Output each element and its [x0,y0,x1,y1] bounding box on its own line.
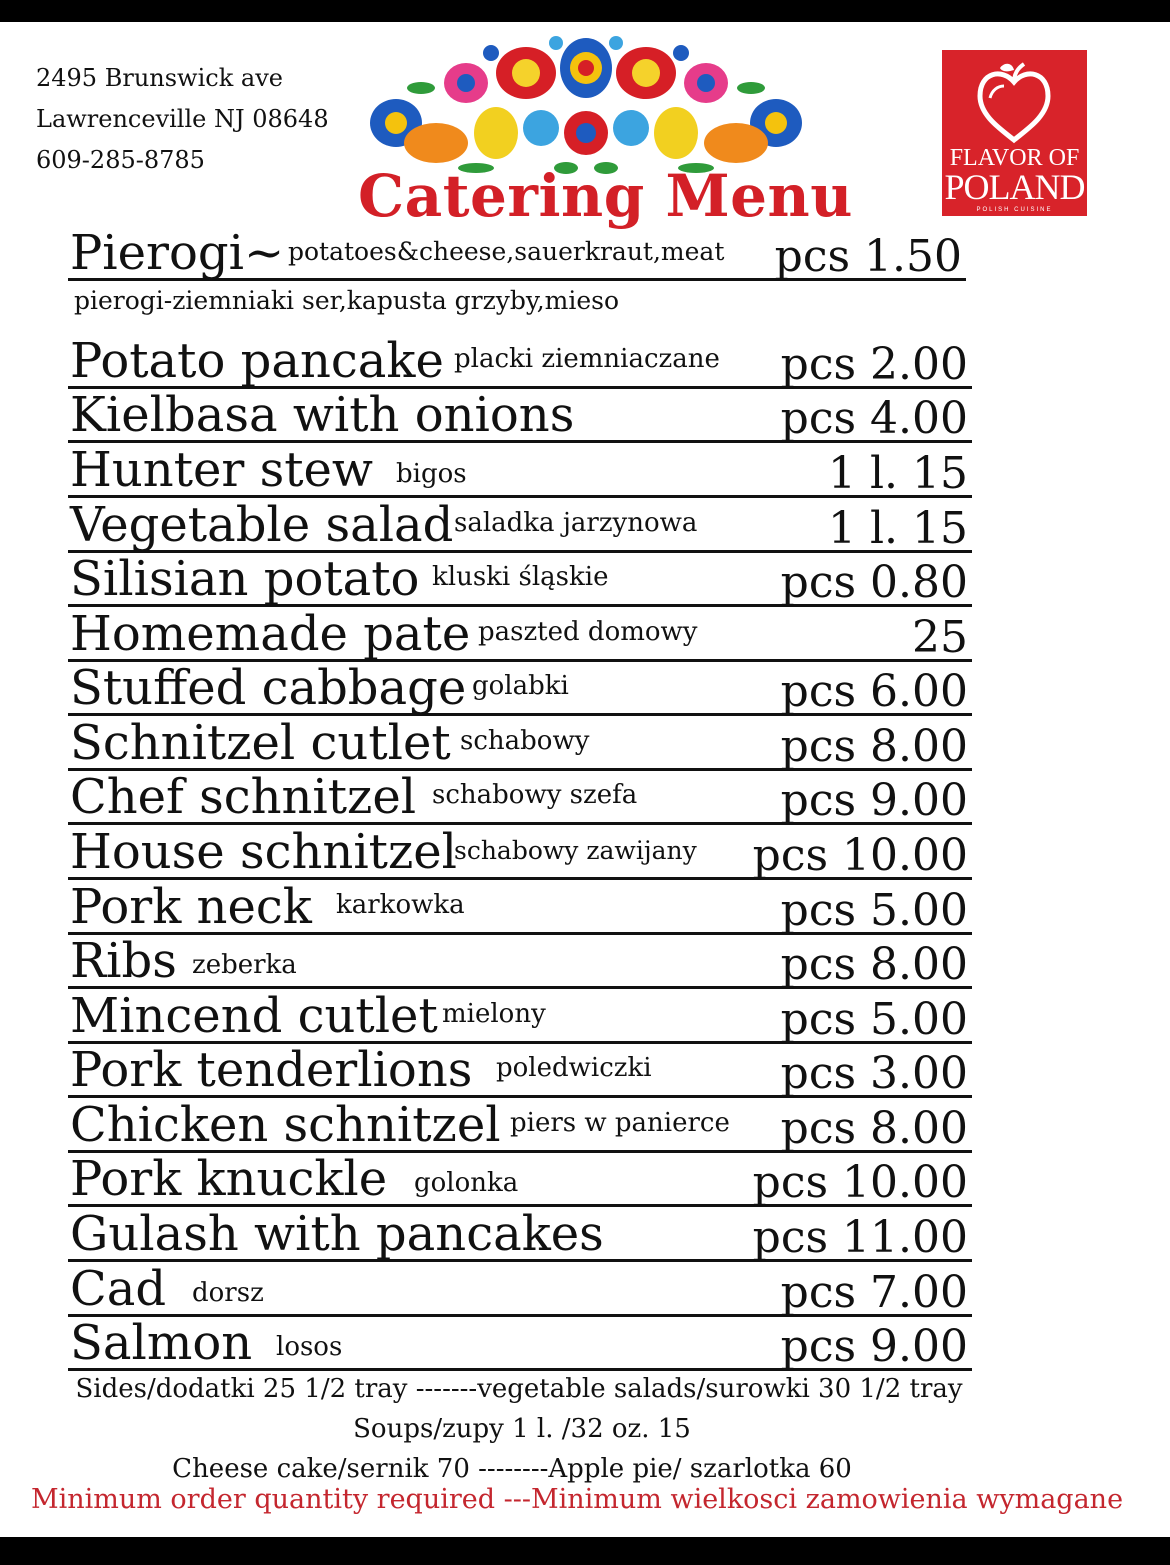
item-price: pcs 6.00 [780,666,968,717]
item-price: pcs 11.00 [752,1212,968,1263]
item-polish-name: bigos [396,459,467,489]
menu-item [68,442,972,499]
menu-item [68,1097,972,1154]
item-name: Ribs [70,933,177,989]
item-name: Pork neck [70,879,312,935]
pierogi-polish-description: pierogi-ziemniaki ser,kapusta grzyby,mieso [74,286,620,315]
item-name: Salmon [70,1315,253,1371]
menu-item [68,769,972,826]
item-price: pcs 9.00 [780,775,968,826]
item-name: Cad [70,1261,167,1317]
menu-item [68,933,972,990]
logo-text-flavor-of: FLAVOR OF [949,145,1080,171]
item-polish-name: dorsz [192,1278,264,1308]
item-polish-name: losos [276,1332,343,1362]
minimum-order-note: Minimum order quantity required ---Minimum wielkosci zamowienia wymagane [30,1484,1124,1515]
item-polish-name: mielony [442,999,546,1029]
item-price: pcs 1.50 [774,231,962,282]
item-price: pcs 5.00 [780,885,968,936]
item-price: pcs 9.00 [780,1321,968,1372]
item-english-description: potatoes&cheese,sauerkraut,meat [288,237,725,266]
item-price: pcs 8.00 [780,939,968,990]
item-name: Silisian potato [70,551,420,607]
menu-item [68,606,972,663]
item-price: pcs 3.00 [780,1048,968,1099]
sides-note: Sides/dodatki 25 1/2 tray -------vegetable salads/surowki 30 1/2 tray [75,1374,963,1404]
item-polish-name: schabowy [460,726,590,756]
item-polish-name: placki ziemniaczane [454,344,720,374]
desserts-note: Cheese cake/sernik 70 --------Apple pie/ szarlotka 60 [172,1454,852,1484]
item-polish-name: zeberka [192,950,297,980]
item-price: pcs 5.00 [780,994,968,1045]
menu-item [68,551,972,608]
menu-item [68,879,972,936]
item-polish-name: paszted domowy [478,617,698,647]
item-name: Pork knuckle [70,1151,388,1207]
item-name: Gulash with pancakes [70,1206,604,1262]
menu-item [68,715,972,772]
street-address: 2495 Brunswick ave [36,64,283,92]
item-price: pcs 10.00 [752,830,968,881]
item-name: House schnitzel [70,824,457,880]
item-polish-name: poledwiczki [496,1053,652,1083]
item-price: pcs 8.00 [780,721,968,772]
menu-item [68,1315,972,1372]
menu-page [0,22,1170,1537]
menu-item [68,1206,972,1263]
address-block [36,58,329,181]
soups-note: Soups/zupy 1 l. /32 oz. 15 [353,1414,691,1444]
item-name: Vegetable salad [70,497,454,553]
item-polish-name: schabowy zawijany [454,836,697,865]
menu-item [68,1261,972,1318]
apple-heart-icon [942,50,1087,150]
item-name: Hunter stew [70,442,373,498]
item-name: Chef schnitzel [70,769,417,825]
menu-item [68,497,972,554]
flavor-of-poland-logo [942,50,1087,216]
item-name: Pierogi~ [70,225,285,281]
item-polish-name: karkowka [336,890,465,920]
item-name: Schnitzel cutlet [70,715,451,771]
menu-item [68,1151,972,1208]
item-name: Chicken schnitzel [70,1097,501,1153]
menu-item [68,660,972,717]
floral-folk-art-decoration [366,28,806,178]
item-name: Pork tenderlions [70,1042,473,1098]
phone-number: 609-285-8785 [36,146,205,174]
item-name: Stuffed cabbage [70,660,467,716]
menu-title: Catering Menu [358,162,853,230]
item-name: Mincend cutlet [70,988,438,1044]
item-polish-name: saladka jarzynowa [454,508,698,538]
menu-item [68,1042,972,1099]
item-price: pcs 0.80 [780,557,968,608]
item-price: 1 l. 15 [827,503,968,554]
logo-text-poland: POLAND [944,167,1085,207]
menu-item [68,824,972,881]
item-price: 25 [912,612,968,663]
item-polish-name: golabki [472,671,569,701]
item-name: Kielbasa with onions [70,387,575,443]
item-name: Potato pancake [70,333,444,389]
city-address: Lawrenceville NJ 08648 [36,105,329,133]
menu-item-pierogi [68,225,966,282]
logo-text-polish-cuisine: POLISH CUISINE [976,207,1053,213]
menu-item [68,333,972,390]
item-price: pcs 7.00 [780,1267,968,1318]
item-price: pcs 10.00 [752,1157,968,1208]
item-price: pcs 4.00 [780,393,968,444]
item-polish-name: piers w panierce [510,1108,730,1138]
item-price: pcs 2.00 [780,339,968,390]
menu-item [68,387,972,444]
item-polish-name: golonka [414,1168,519,1198]
item-polish-name: kluski śląskie [432,562,609,592]
item-price: pcs 8.00 [780,1103,968,1154]
item-name: Homemade pate [70,606,471,662]
item-polish-name: schabowy szefa [432,780,638,810]
menu-item [68,988,972,1045]
item-price: 1 l. 15 [827,448,968,499]
